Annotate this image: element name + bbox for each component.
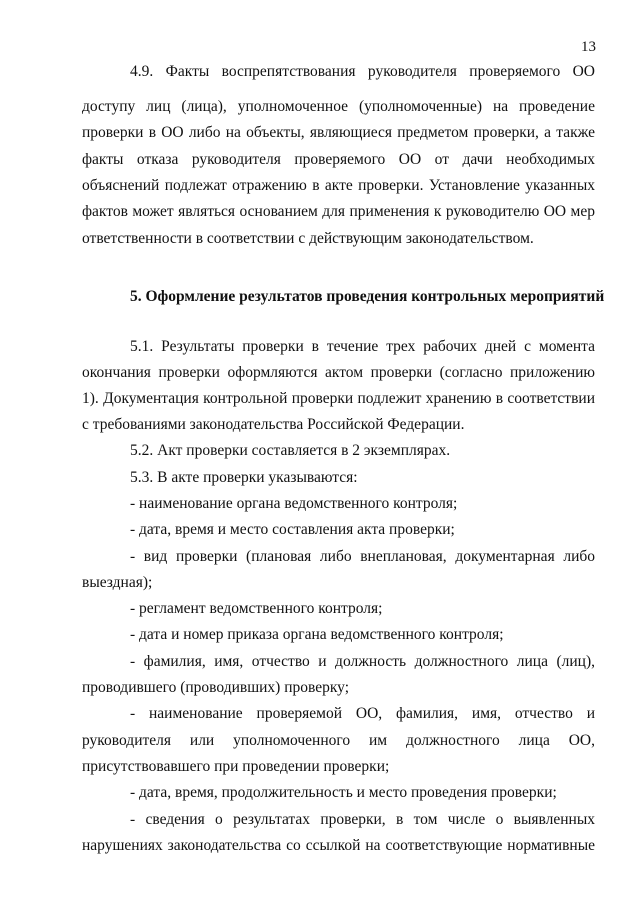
paragraph-5-1-line-1: 5.1. Результаты проверки в течение трех рабочих дней с момента	[130, 338, 595, 355]
paragraph-4-9-line-5: объяснений подлежат отражению в акте проверки. Установление указанных	[82, 177, 595, 194]
paragraph-5-1-line-3: 1). Документация контрольной проверки подлежит хранению в соответствии	[82, 390, 595, 407]
paragraph-5-2: 5.2. Акт проверки составляется в 2 экземплярах.	[130, 442, 451, 459]
list-item-inspection-type-line-1: - вид проверки (плановая либо внеплановая, документарная либо	[130, 548, 595, 565]
list-item-organ-name: - наименование органа ведомственного контроля;	[130, 495, 458, 512]
list-item-regulation: - регламент ведомственного контроля;	[130, 600, 383, 617]
list-item-inspection-type-line-2: выездная);	[82, 574, 153, 591]
paragraph-4-9-line-3: проверки в ОО либо на объекты, являющиеся предметом проверки, а также	[82, 124, 595, 141]
paragraph-4-9-line-4: факты отказа руководителя проверяемого ОО от дачи необходимых	[82, 151, 595, 168]
page-number: 13	[581, 39, 596, 55]
list-item-inspector-line-1: - фамилия, имя, отчество и должность должностного лица (лиц),	[130, 653, 595, 670]
list-item-order-date-number: - дата и номер приказа органа ведомственного контроля;	[130, 626, 504, 643]
list-item-inspector-line-2: проводившего (проводивших) проверку;	[82, 679, 350, 696]
list-item-results-line-1: - сведения о результатах проверки, в том числе о выявленных	[130, 811, 595, 828]
list-item-organization-line-1: - наименование проверяемой ОО, фамилия, имя, отчество и	[130, 705, 595, 722]
paragraph-5-3: 5.3. В акте проверки указываются:	[130, 469, 358, 486]
list-item-organization-line-2: руководителя или уполномоченного им должностного лица ОО,	[82, 732, 595, 749]
paragraph-4-9-line-7: ответственности в соответствии с действующим законодательством.	[82, 230, 534, 247]
paragraph-5-1-line-2: окончания проверки оформляются актом проверки (согласно приложению	[82, 364, 595, 381]
section-5-heading: 5. Оформление результатов проведения контрольных мероприятий	[130, 288, 605, 305]
list-item-inspection-date-time: - дата, время, продолжительность и место проведения проверки;	[130, 784, 557, 801]
list-item-results-line-2: нарушениях законодательства со ссылкой на соответствующие нормативные	[82, 837, 595, 854]
list-item-act-date-place: - дата, время и место составления акта проверки;	[130, 521, 455, 538]
list-item-organization-line-3: присутствовавшего при проведении проверки;	[82, 758, 390, 775]
paragraph-4-9-line-2: доступу лиц (лица), уполномоченное (уполномоченные) на проведение	[82, 98, 595, 115]
paragraph-5-1-line-4: с требованиями законодательства Российской Федерации.	[82, 416, 465, 433]
paragraph-4-9-line-1: 4.9. Факты воспрепятствования руководителя проверяемого ОО	[130, 63, 595, 80]
paragraph-4-9-line-6: фактов может являться основанием для применения к руководителю ОО мер	[82, 203, 595, 220]
